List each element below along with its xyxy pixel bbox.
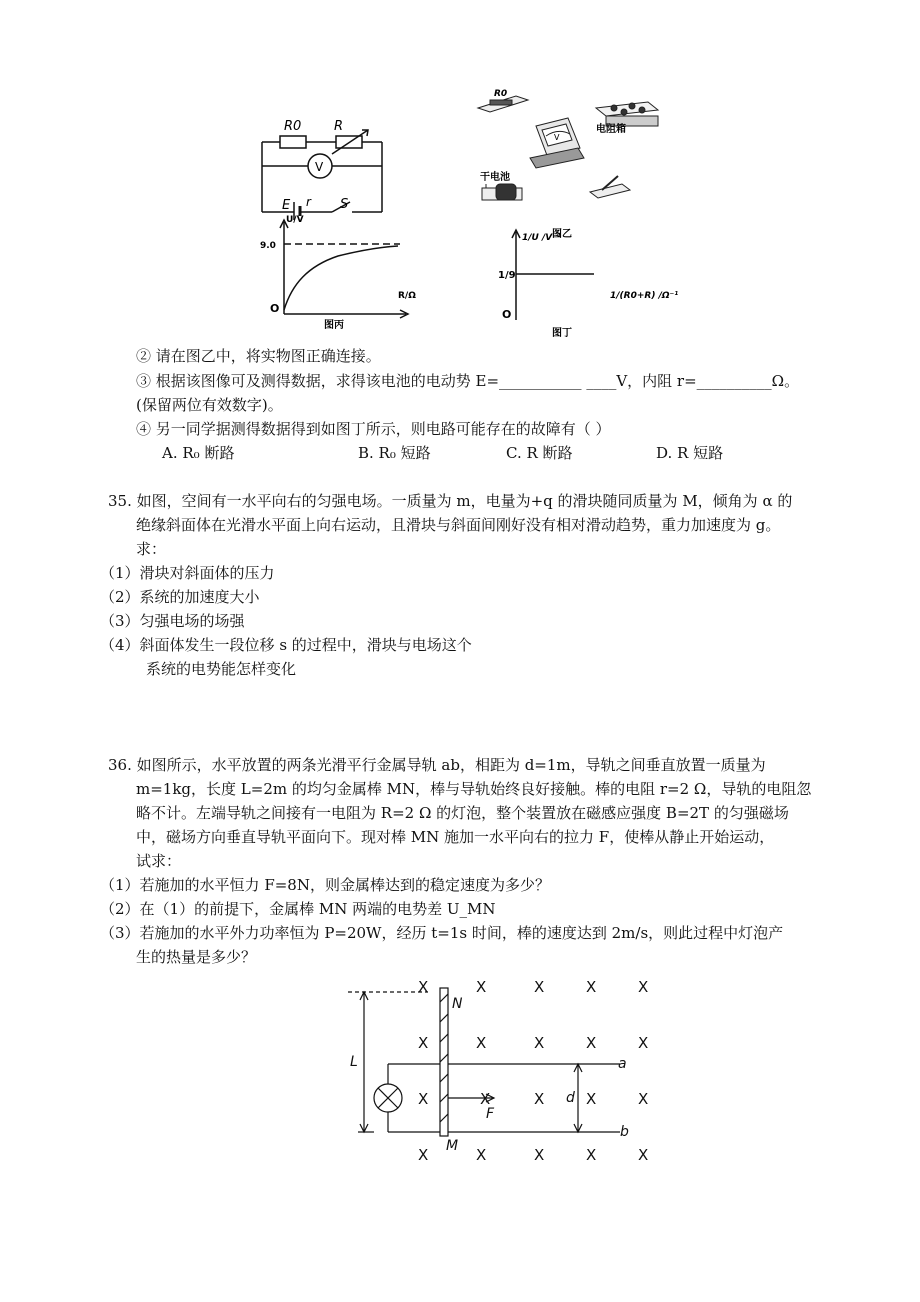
apparatus-meter-label: V: [554, 133, 560, 142]
label-n: N: [452, 996, 463, 1012]
q34-choice-c[interactable]: C. R 断路: [506, 444, 573, 462]
apparatus-r0-label: R0: [494, 89, 508, 99]
graph-bing-ymark: 9.0: [260, 241, 276, 251]
label-m: M: [446, 1138, 459, 1154]
label-r: R: [334, 119, 344, 134]
q35-sub-3: （3）匀强电场的场强: [100, 612, 245, 630]
magnetic-field-figure: [344, 972, 674, 1172]
graph-bing-caption: 图丙: [324, 320, 344, 331]
q34-choice-a[interactable]: A. R₀ 断路: [162, 444, 235, 462]
q36-sub-3a: （3）若施加的水平外力功率恒为 P=20W，经历 t=1s 时间，棒的速度达到 2m/s，则此过程中灯泡产: [100, 924, 784, 942]
q34-item-4: ④ 另一同学据测得数据得到如图丁所示，则电路可能存在的故障有（ ）: [136, 420, 611, 438]
q36-sub-1: （1）若施加的水平恒力 F=8N，则金属棒达到的稳定速度为多少？: [100, 876, 550, 894]
cross-mark: X: [534, 1090, 545, 1108]
q36-line-4: 中，磁场方向垂直导轨平面向下。现对棒 MN 施加一水平向右的拉力 F，使棒从静止开始运动，: [136, 828, 775, 846]
cross-mark: X: [586, 1146, 597, 1164]
q36-line-5: 试求：: [136, 852, 182, 870]
q35-line-2: 绝缘斜面体在光滑水平面上向右运动，且滑块与斜面间刚好没有相对滑动趋势，重力加速度为 g。: [136, 516, 781, 534]
graph-ding-ymark: 1/9: [498, 270, 516, 281]
q34-item-3b: (保留两位有效数字)。: [136, 396, 283, 414]
label-e: E: [282, 198, 291, 213]
cross-mark: X: [476, 1034, 487, 1052]
cross-mark: X: [480, 1090, 491, 1108]
label-b: b: [620, 1124, 629, 1140]
label-a: a: [618, 1056, 627, 1072]
cross-mark: X: [418, 1146, 429, 1164]
cross-mark: X: [418, 1034, 429, 1052]
dry-cell-label: 干电池: [480, 172, 510, 183]
q34-item-3a: ③ 根据该图像可及测得数据，求得该电池的电动势 E=___________ ____V，内阻 r=__________Ω。: [136, 372, 800, 390]
graph-bing: [258, 214, 428, 336]
graph-bing-xlabel: R/Ω: [398, 291, 416, 301]
resistor-r0: [280, 136, 306, 148]
q36-line-3: 略不计。左端导轨之间接有一电阻为 R=2 Ω 的灯泡，整个装置放在磁感应强度 B=2T 的匀强磁场: [136, 804, 789, 822]
q34-item-2: ② 请在图乙中，将实物图正确连接。: [136, 347, 381, 365]
graph-ding-origin: O: [502, 308, 512, 321]
q35-line-3: 求：: [136, 540, 167, 558]
apparatus-figure: [472, 88, 662, 210]
q35-sub-4b: 系统的电势能怎样变化: [146, 660, 297, 678]
graph-ding-xlabel: 1/(R0+R) /Ω⁻¹: [610, 291, 679, 301]
graph-bing-origin: O: [270, 302, 280, 315]
cross-mark: X: [638, 1034, 649, 1052]
label-d: d: [566, 1090, 575, 1106]
label-r0: R0: [284, 119, 302, 134]
cross-mark: X: [476, 1146, 487, 1164]
cross-mark: X: [418, 1090, 429, 1108]
q36-line-2: m=1kg，长度 L=2m 的均匀金属棒 MN，棒与导轨始终良好接触。棒的电阻 r=2 Ω，导轨的电阻忽: [136, 780, 812, 798]
q35-sub-2: （2）系统的加速度大小: [100, 588, 260, 606]
metal-rod: [440, 988, 448, 1136]
q36-sub-2: （2）在（1）的前提下，金属棒 MN 两端的电势差 U_MN: [100, 900, 496, 918]
cross-mark: X: [586, 978, 597, 996]
cross-mark: X: [534, 1146, 545, 1164]
q34-choice-d[interactable]: D. R 短路: [656, 444, 724, 462]
cross-mark: X: [638, 1146, 649, 1164]
graph-ding-ylabel: 1/U /V⁻¹: [522, 233, 561, 243]
label-f: F: [486, 1106, 495, 1122]
resistance-box-label: 电阻箱: [596, 124, 626, 135]
q35-line-1: 35. 如图，空间有一水平向右的匀强电场。一质量为 m，电量为+q 的滑块随同质量为 M，倾角为 α 的: [108, 492, 793, 510]
cross-mark: X: [534, 1034, 545, 1052]
label-v: V: [315, 160, 324, 174]
circuit-diagram: [250, 108, 400, 220]
label-r-internal: r: [306, 195, 311, 209]
label-s: S: [340, 197, 349, 212]
label-l: L: [350, 1054, 358, 1070]
cross-mark: X: [476, 978, 487, 996]
cross-mark: X: [586, 1090, 597, 1108]
graph-ding: [490, 226, 686, 342]
q34-choice-b[interactable]: B. R₀ 短路: [358, 444, 431, 462]
q35-sub-1: （1）滑块对斜面体的压力: [100, 564, 275, 582]
q35-sub-4a: （4）斜面体发生一段位移 s 的过程中，滑块与电场这个: [100, 636, 472, 654]
cross-mark: X: [586, 1034, 597, 1052]
cross-mark: X: [534, 978, 545, 996]
cross-mark: X: [418, 978, 429, 996]
apparatus-caption: 图乙: [552, 229, 572, 240]
q36-line-1: 36. 如图所示，水平放置的两条光滑平行金属导轨 ab，相距为 d=1m，导轨之间垂直放置一质量为: [108, 756, 766, 774]
cross-mark: X: [638, 978, 649, 996]
q36-sub-3b: 生的热量是多少？: [136, 948, 257, 966]
graph-bing-ylabel: U/V: [286, 215, 304, 225]
cross-mark: X: [638, 1090, 649, 1108]
graph-ding-caption: 图丁: [552, 328, 572, 339]
